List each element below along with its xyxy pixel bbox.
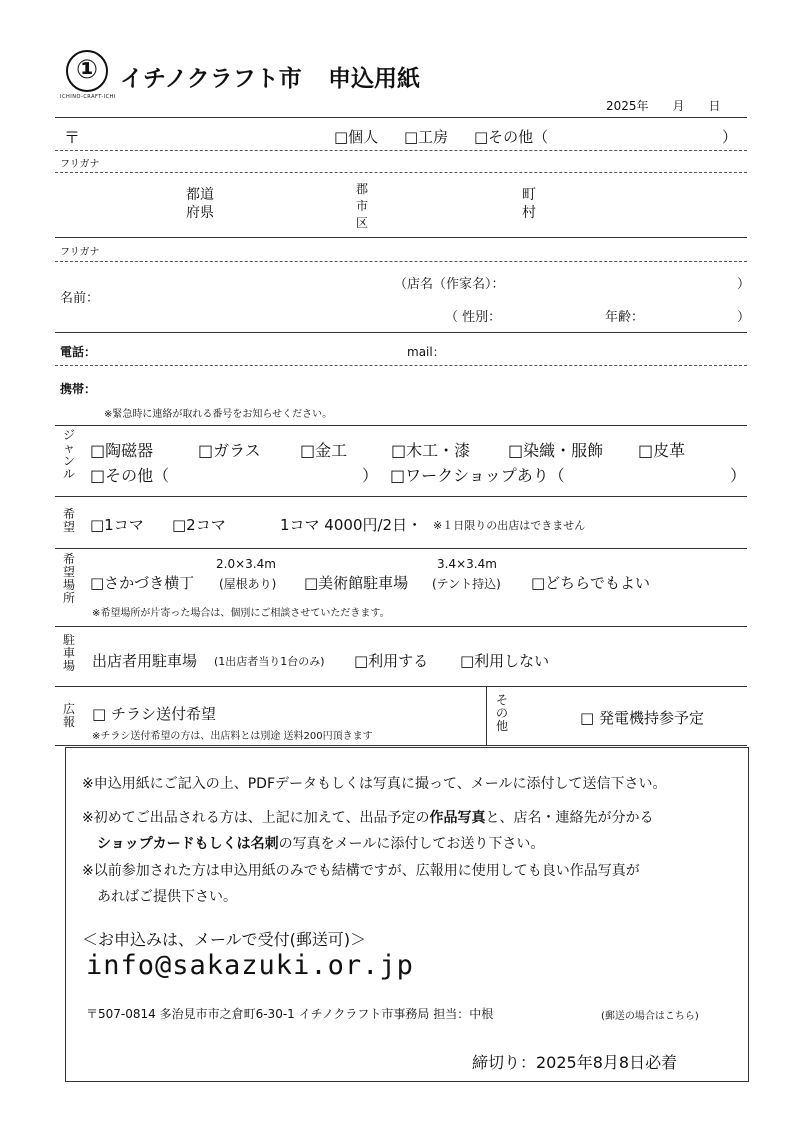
divider-dashed — [55, 172, 747, 173]
checkbox-other[interactable]: □その他（ — [474, 128, 549, 146]
divider-dashed — [55, 261, 747, 262]
checkbox-dye[interactable]: □染織・服飾 — [508, 441, 604, 460]
place-label: 希望場所 — [62, 552, 75, 605]
flyer-note: ※チラシ送付希望の方は、出店料とは別途 送料200円頂きます — [92, 731, 373, 742]
date-field: 2025年 月 日 — [606, 99, 721, 113]
town-label-1: 町 — [522, 187, 536, 203]
notice-line-2 — [82, 807, 653, 827]
checkbox-two-koma[interactable]: □2コマ — [172, 516, 226, 534]
pref-label-2: 府県 — [186, 205, 214, 221]
divider-dashed — [55, 150, 747, 151]
desire-label: 希望 — [62, 507, 75, 534]
town-label-2: 村 — [522, 205, 536, 221]
notice-photo-emphasis: 作品写真 — [429, 810, 486, 826]
checkbox-parking-nouse[interactable]: □利用しない — [460, 652, 550, 670]
notice-card-emphasis: ショップカードもしくは名刺 — [97, 836, 279, 852]
phone-label: 電話： — [60, 345, 97, 359]
checkbox-parking-use[interactable]: □利用する — [354, 652, 429, 670]
checkbox-sakazuki-yokocho[interactable]: □さかづき横丁 — [90, 574, 195, 592]
mail-label: mail： — [407, 345, 445, 359]
notice-line-3 — [97, 833, 544, 853]
gun-label-2: 市 — [356, 199, 369, 213]
title-main: イチノクラフト市 — [120, 66, 302, 92]
notice-line-2c: と、店名・連絡先が分かる — [485, 810, 654, 826]
gender-label: （ 性別： — [445, 310, 502, 325]
postal-mark: 〒 — [64, 128, 81, 147]
checkbox-flyer[interactable]: □ チラシ送付希望 — [92, 705, 216, 723]
mobile-label: 携帯： — [60, 382, 97, 396]
name-label: 名前： — [60, 291, 100, 306]
price-text: 1コマ 4000円/2日・ — [280, 516, 423, 534]
checkbox-wood[interactable]: □木工・漆 — [391, 441, 471, 460]
notice-line-3b: の写真をメールに添付してお送り下さい。 — [278, 836, 545, 852]
genre-other-close: ） — [362, 466, 379, 485]
shop-name-label: （店名（作家名）： — [394, 277, 505, 292]
parking-note: (1出店者当り1台のみ) — [214, 655, 325, 668]
workshop-close: ） — [730, 466, 747, 485]
shop-name-close: ） — [737, 277, 751, 292]
office-address-note: (郵送の場合はこちら) — [601, 1011, 699, 1022]
checkbox-generator[interactable]: □ 発電機持参予定 — [580, 709, 704, 727]
mobile-note: ※緊急時に連絡が取れる番号をお知らせください。 — [104, 409, 333, 420]
age-close: ） — [737, 310, 751, 325]
divider — [55, 425, 747, 426]
divider — [55, 626, 747, 627]
checkbox-workshop[interactable]: □ワークショップあり（ — [390, 466, 565, 485]
museum-note: (テント持込) — [432, 577, 501, 591]
notice-line-1: ※申込用紙にご記入の上、PDFデータもしくは写真に撮って、メールに添付して送信下さい。 — [82, 776, 667, 792]
genre-label: ジャンル — [62, 428, 75, 481]
furigana-label: フリガナ — [60, 247, 100, 258]
ad-label: 広報 — [62, 702, 75, 729]
divider-vertical — [486, 686, 487, 745]
title-sub: 申込用紙 — [328, 66, 420, 92]
deadline: 締切り：2025年8月8日必着 — [472, 1053, 678, 1072]
divider — [55, 117, 747, 118]
notice-line-5: あればご提供下さい。 — [97, 889, 237, 905]
checkbox-ceramics[interactable]: □陶磁器 — [90, 441, 154, 460]
divider — [55, 237, 747, 238]
logo-number: ① — [75, 55, 98, 85]
divider-dashed — [55, 365, 747, 366]
checkbox-leather[interactable]: □皮革 — [638, 441, 686, 460]
notice-line-2a: ※初めてご出品される方は、上記に加えて、出品予定の — [82, 810, 430, 826]
notice-line-4: ※以前参加された方は申込用紙のみでも結構ですが、広報用に使用しても良い作品写真が — [82, 863, 640, 879]
office-address: 〒507-0814 多治見市市之倉町6-30-1 イチノクラフト市事務局 担当：中根 — [86, 1007, 494, 1021]
one-day-note: ※１日限りの出店はできません — [433, 519, 586, 532]
apply-heading: ＜お申込みは、メールで受付(郵送可)＞ — [82, 930, 367, 949]
checkbox-either[interactable]: □どちらでもよい — [531, 574, 651, 592]
email-link[interactable]: info@sakazuki.or.jp — [86, 950, 414, 981]
pref-label-1: 都道 — [186, 187, 214, 203]
place-note: ※希望場所が片寄った場合は、個別にご相談させていただきます。 — [92, 608, 390, 619]
divider — [55, 548, 747, 549]
gun-label-3: 区 — [356, 216, 369, 230]
size-b: 3.4×3.4m — [437, 557, 497, 571]
notice-box — [65, 747, 749, 1082]
checkbox-museum-parking[interactable]: □美術館駐車場 — [304, 574, 409, 592]
checkbox-glass[interactable]: □ガラス — [198, 441, 261, 460]
other-label: その他 — [495, 693, 508, 733]
parking-label: 駐車場 — [62, 633, 75, 673]
divider — [55, 496, 747, 497]
divider — [55, 686, 747, 687]
divider — [55, 745, 747, 746]
furigana-label: フリガナ — [60, 159, 100, 170]
size-a: 2.0×3.4m — [216, 557, 276, 571]
checkbox-metal[interactable]: □金工 — [300, 441, 348, 460]
logo — [66, 50, 108, 92]
checkbox-studio[interactable]: □工房 — [404, 128, 449, 146]
parking-text: 出店者用駐車場 — [92, 652, 198, 670]
divider — [55, 332, 747, 333]
sakazuki-note: (屋根あり) — [219, 577, 277, 591]
checkbox-genre-other[interactable]: □その他（ — [90, 466, 170, 485]
checkbox-individual[interactable]: □個人 — [334, 128, 379, 146]
logo-subtext: ICHINO-CRAFT-ICHI — [60, 94, 116, 100]
gun-label-1: 郡 — [356, 182, 369, 196]
checkbox-one-koma[interactable]: □1コマ — [90, 516, 144, 534]
age-label: 年齢： — [605, 310, 645, 325]
other-close: ） — [722, 128, 738, 146]
